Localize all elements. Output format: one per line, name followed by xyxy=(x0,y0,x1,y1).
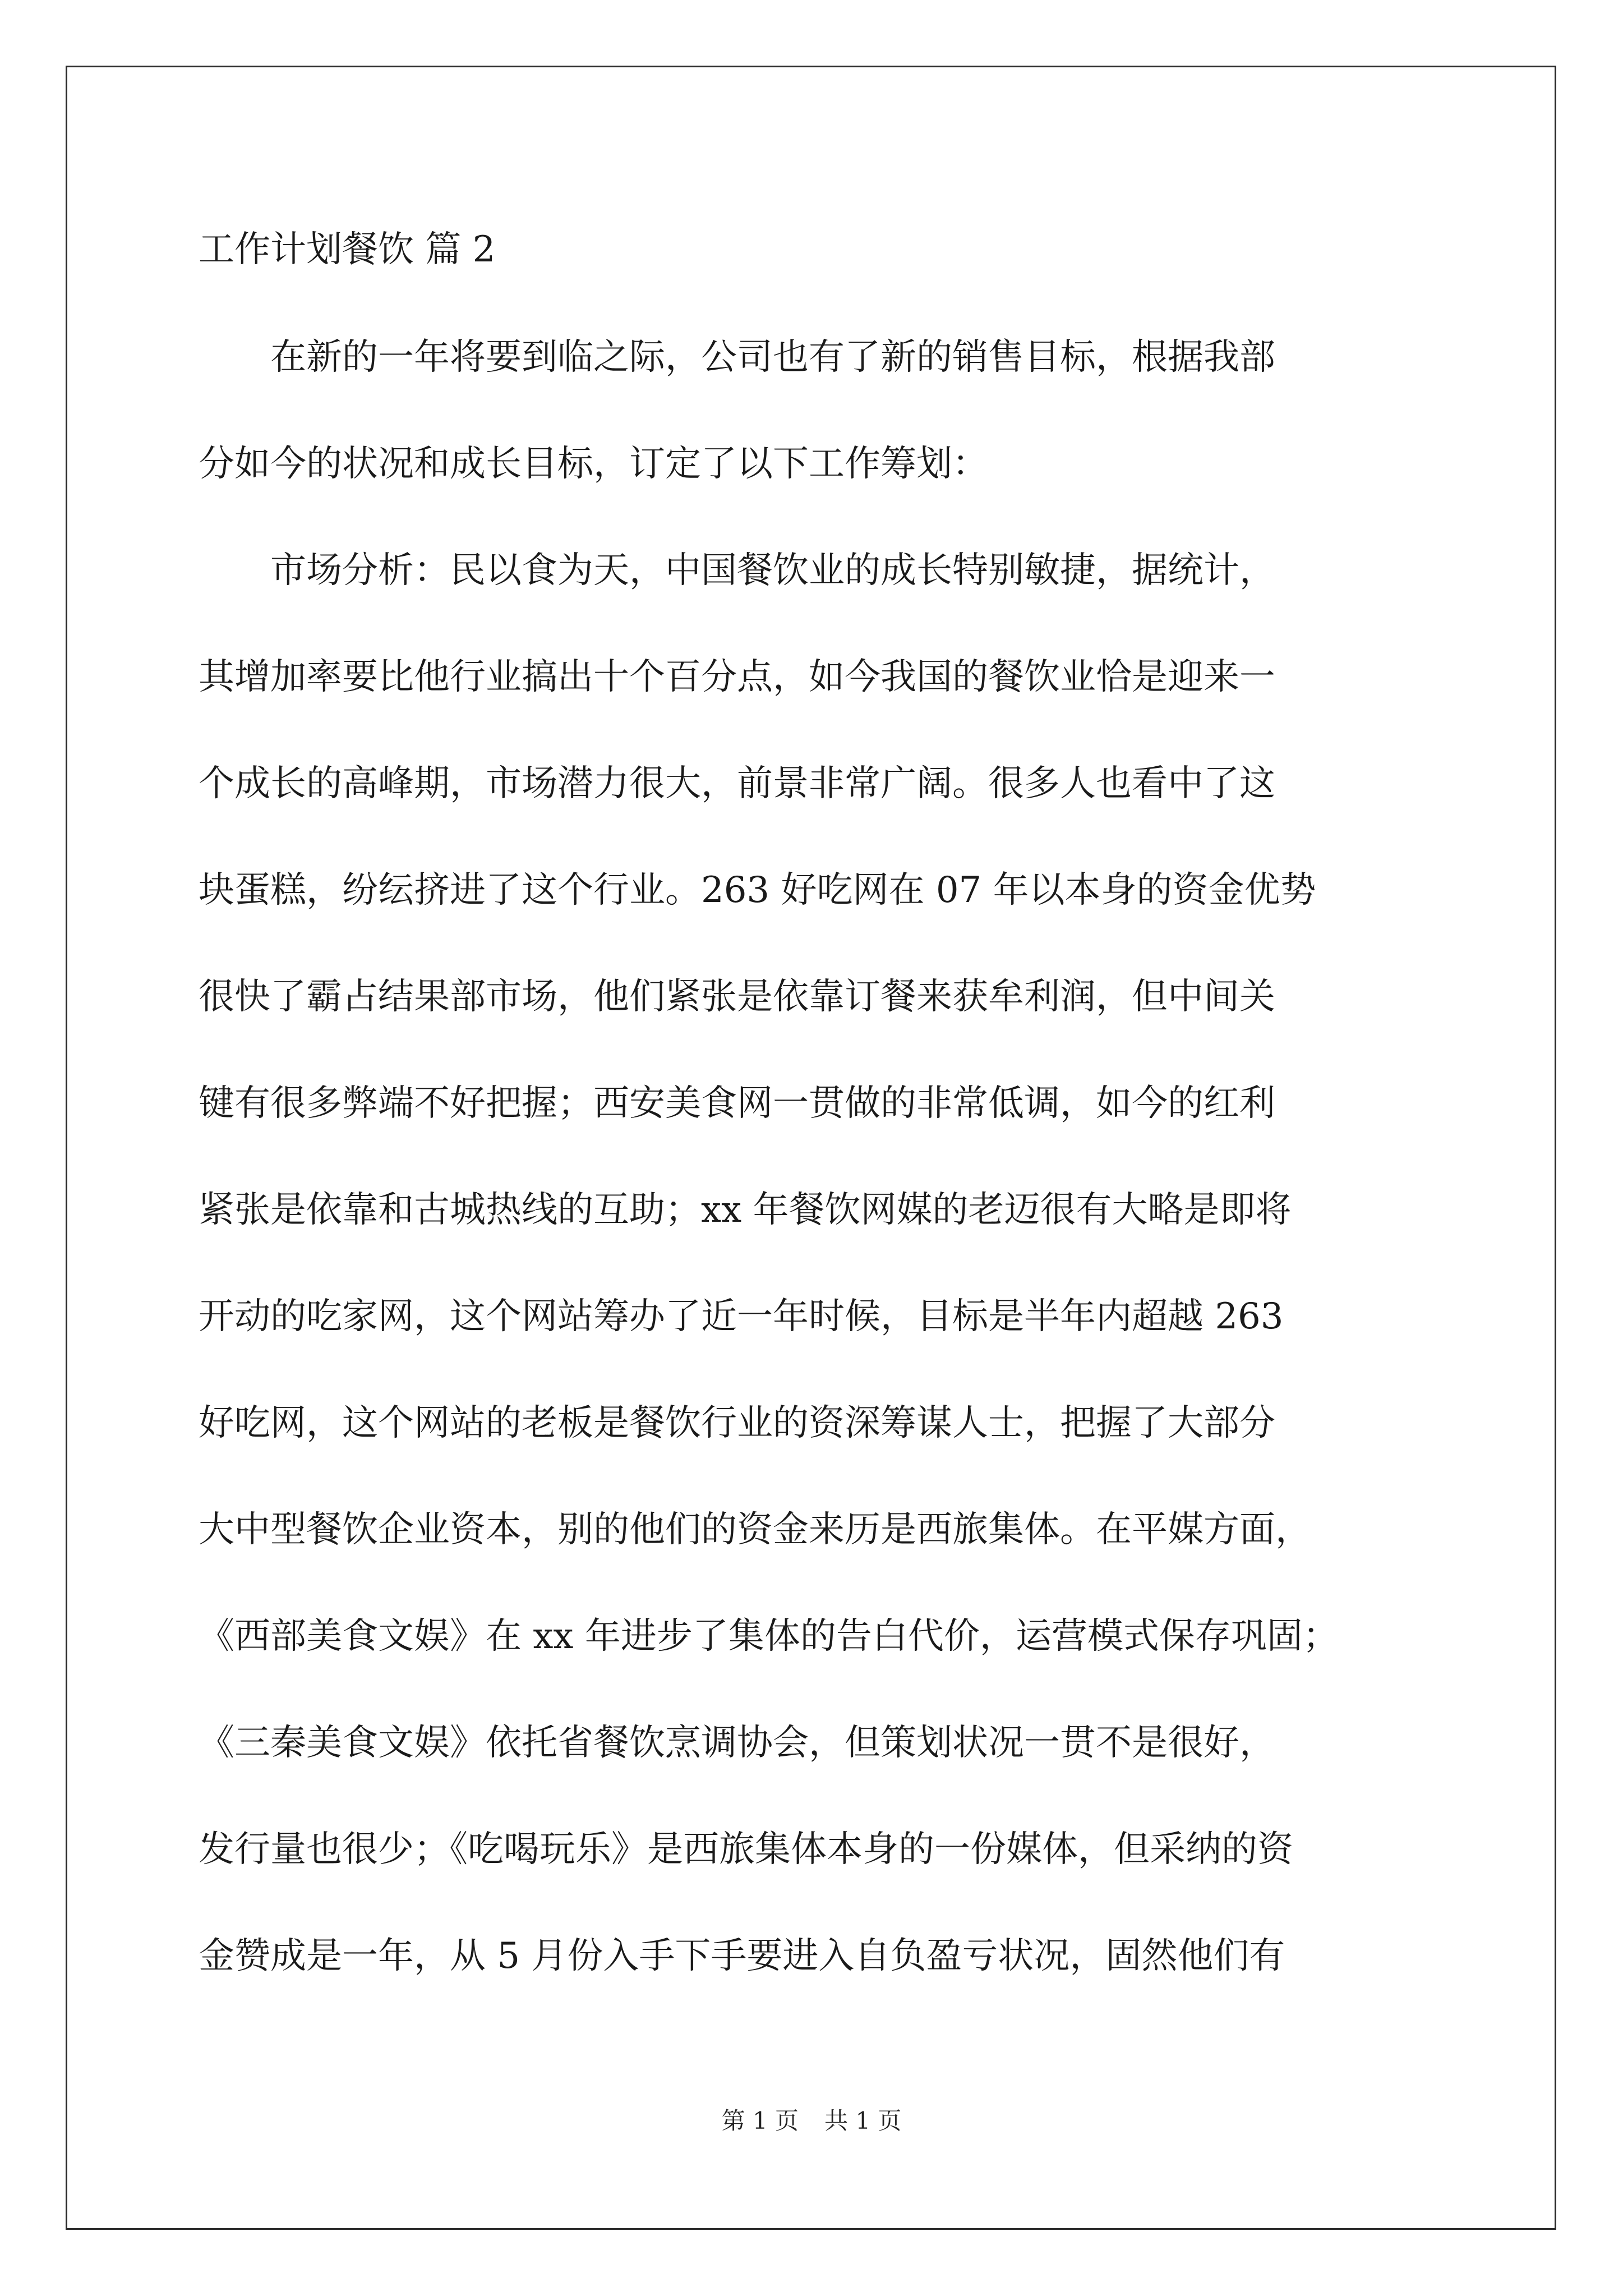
body-line-15: 发行量也很少；《吃喝玩乐》是西旅集体本身的一份媒体，但采纳的资 xyxy=(199,1829,1293,1870)
body-line-5: 个成长的高峰期，市场潜力很大，前景非常广阔。很多人也看中了这 xyxy=(199,763,1275,804)
body-line-2: 分如今的状况和成长目标，订定了以下工作筹划： xyxy=(199,443,988,485)
document-title: 工作计划餐饮 篇 2 xyxy=(199,229,496,270)
body-line-6: 块蛋糕，纷纭挤进了这个行业。263 好吃网在 07 年以本身的资金优势 xyxy=(199,869,1316,911)
page-footer xyxy=(0,2104,1623,2138)
body-line-12: 大中型餐饮企业资本，别的他们的资金来历是西旅集体。在平媒方面， xyxy=(199,1509,1311,1550)
body-line-13: 《西部美食文娱》在 xx 年进步了集体的告白代价，运营模式保存巩固； xyxy=(199,1616,1339,1657)
page-total: 共 1 页 xyxy=(824,2107,902,2134)
body-line-16: 金赞成是一年，从 5 月份入手下手要进入自负盈亏状况，固然他们有 xyxy=(199,1935,1285,1977)
body-line-7: 很快了霸占结果部市场，他们紧张是依靠订餐来获牟利润，但中间关 xyxy=(199,976,1275,1018)
body-line-11: 好吃网，这个网站的老板是餐饮行业的资深筹谋人士，把握了大部分 xyxy=(199,1402,1275,1444)
body-line-14: 《三秦美食文娱》依托省餐饮烹调协会，但策划状况一贯不是很好， xyxy=(199,1722,1275,1764)
body-line-10: 开动的吃家网，这个网站筹办了近一年时候，目标是半年内超越 263 xyxy=(199,1296,1284,1337)
body-line-8: 键有很多弊端不好把握；西安美食网一贯做的非常低调，如今的红利 xyxy=(199,1083,1275,1124)
body-line-1: 在新的一年将要到临之际，公司也有了新的销售目标，根据我部 xyxy=(199,337,1275,378)
body-line-4: 其增加率要比他行业搞出十个百分点，如今我国的餐饮业恰是迎来一 xyxy=(199,656,1275,698)
body-line-3: 市场分析：民以食为天，中国餐饮业的成长特别敏捷，据统计， xyxy=(199,550,1275,591)
body-line-9: 紧张是依靠和古城热线的互助；xx 年餐饮网媒的老迈很有大略是即将 xyxy=(199,1189,1292,1231)
page-number: 第 1 页 xyxy=(721,2107,799,2134)
page-border xyxy=(66,66,1556,2230)
